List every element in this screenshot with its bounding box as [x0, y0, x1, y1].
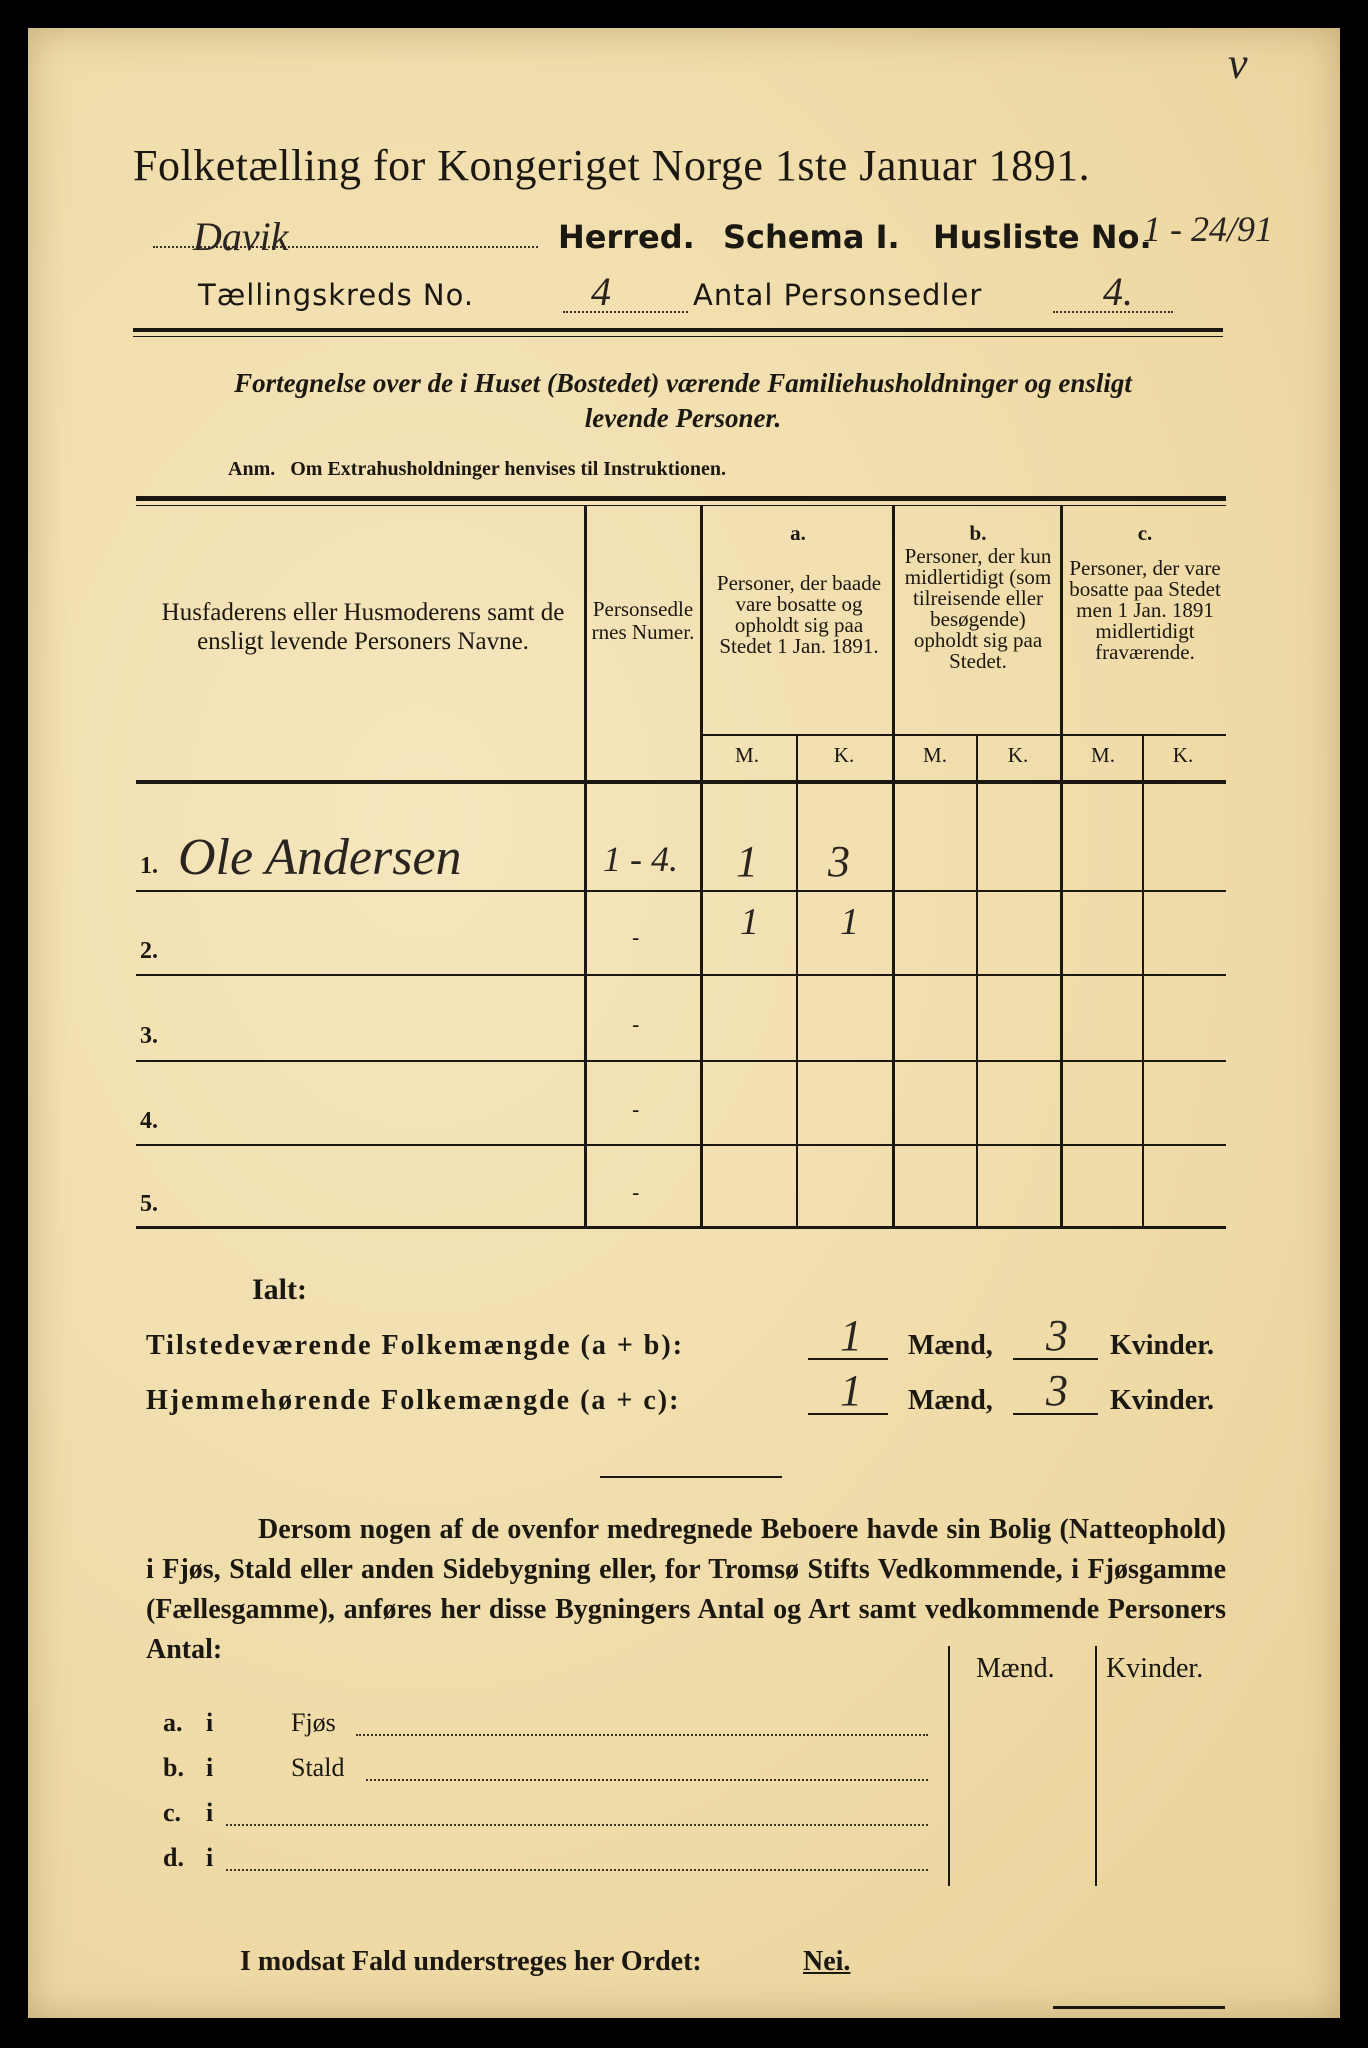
building-c-dots [226, 1824, 928, 1826]
col-c-header: Personer, der vare bosatte paa Stedet men 1 Jan. 1891 midlertidigt fraværende. [1069, 556, 1221, 664]
building-d-prep: i [206, 1843, 214, 1872]
col-c-letter: c. [1137, 521, 1153, 545]
col-a-letter: a. [790, 521, 806, 545]
b-m-label: M. [923, 743, 947, 767]
buildings-kvinder-header: Kvinder. [1106, 1653, 1204, 1684]
b-k-label: K. [1007, 743, 1029, 767]
col-b-letter: b. [969, 521, 987, 545]
row-1-num: 1. [140, 853, 158, 879]
building-c-prep: i [206, 1798, 214, 1827]
schema-label: Schema I. [723, 218, 900, 256]
row-line-2 [136, 974, 1226, 976]
c-k-label: K. [1172, 743, 1194, 767]
totals-row-2-label: Hjemmehørende Folkemængde (a + c): [146, 1385, 681, 1416]
row-4-sedler: - [632, 1098, 640, 1123]
taellingskreds-dots [563, 311, 688, 313]
buildings-col-sep-1 [948, 1646, 950, 1886]
building-b-dots [366, 1779, 928, 1781]
building-b-label: Stald [291, 1753, 345, 1782]
intro-line-2: levende Personer. [584, 403, 782, 433]
building-a-dots [356, 1734, 928, 1736]
bottom-corner-rule [1053, 2006, 1225, 2009]
husliste-value: 1 - 24/91 [1143, 209, 1273, 249]
building-c-letter: c. [163, 1798, 182, 1827]
totals-row-2-kvinder-label: Kvinder. [1110, 1385, 1214, 1416]
row-5-sedler: - [632, 1181, 640, 1206]
a-m-label: M. [735, 743, 759, 767]
col-names-header: Husfaderens eller Husmoderens samt de ensligt levende Personers Navne. [161, 599, 565, 655]
col-sep-b [1060, 506, 1063, 1226]
row-line-5 [136, 1226, 1226, 1229]
taellingskreds-label: Tællingskreds No. [198, 278, 475, 312]
row-5-num: 5. [140, 1191, 158, 1217]
row-line-3 [136, 1060, 1226, 1062]
header-rule-thin [133, 336, 1223, 337]
building-d-letter: d. [163, 1843, 184, 1872]
form-title: Folketælling for Kongeriget Norge 1ste Januar 1891. [133, 141, 1091, 190]
row-1-a-k: 3 [828, 837, 850, 886]
row-line-4 [136, 1144, 1226, 1146]
intro-line-1: Fortegnelse over de i Huset (Bostedet) værende Familiehusholdninger og ensligt [234, 368, 1132, 398]
taellingskreds-value: 4 [591, 269, 611, 314]
row-2-sedler: - [632, 926, 640, 951]
row-3-sedler: - [632, 1013, 640, 1038]
building-a-prep: i [206, 1708, 214, 1737]
corner-check-mark: v [1228, 39, 1248, 88]
col-sep-a [892, 506, 895, 1226]
buildings-maend-header: Mænd. [976, 1653, 1055, 1684]
col-sep-a-mk [796, 736, 798, 1226]
row-line-1 [136, 890, 1226, 892]
building-d-dots [226, 1869, 928, 1871]
totals-row-2-maend-label: Mænd, [908, 1385, 993, 1416]
herred-value: Davik [193, 214, 289, 259]
totals-row-1-kvinder-label: Kvinder. [1110, 1330, 1214, 1361]
row-2-a-k: 1 [840, 901, 859, 943]
herred-label: Herred. [558, 218, 695, 256]
table-top-rule [136, 496, 1226, 501]
row-1-a-m: 1 [736, 837, 758, 886]
totals-row-1-label: Tilstedeværende Folkemængde (a + b): [146, 1330, 685, 1361]
building-b-prep: i [206, 1753, 214, 1782]
row-1-sedler: 1 - 4. [603, 839, 678, 879]
ialt-label: Ialt: [252, 1273, 307, 1306]
footer-prefix: I modsat Fald understreges her Ordet: [240, 1946, 702, 1977]
building-b-letter: b. [163, 1753, 184, 1782]
row-3-num: 3. [140, 1023, 158, 1049]
col-sep-names [584, 506, 587, 1226]
mk-rule [703, 734, 1226, 736]
antal-label: Antal Personsedler [693, 278, 983, 312]
col-num-header: Personsedlernes Numer. [591, 597, 695, 644]
buildings-col-sep-2 [1095, 1646, 1097, 1886]
row-4-num: 4. [140, 1108, 158, 1134]
a-k-label: K. [833, 743, 855, 767]
col-sep-num [700, 506, 703, 1226]
antal-value: 4. [1103, 269, 1133, 314]
totals-row-2-kvinder: 3 [1046, 1366, 1068, 1415]
col-b-header: Personer, der kun midlertidigt (som tilreisende eller besøgende) opholdt sig paa Stedet. [904, 544, 1052, 673]
husliste-label: Husliste No. [933, 218, 1152, 256]
col-sep-b-mk [976, 736, 978, 1226]
col-a-header: Personer, der baade vare bosatte og opholdt sig paa Stedet 1 Jan. 1891. [716, 571, 882, 658]
footer-word: Nei. [803, 1946, 851, 1977]
building-a-label: Fjøs [291, 1708, 336, 1737]
building-a-letter: a. [163, 1708, 183, 1737]
row-2-num: 2. [140, 938, 158, 964]
totals-row-2-maend: 1 [840, 1366, 862, 1415]
row-2-a-m: 1 [740, 901, 759, 943]
totals-row-1-maend: 1 [840, 1311, 862, 1360]
census-form-page [28, 28, 1340, 2018]
intro-note: Anm. Om Extrahusholdninger henvises til Instruktionen. [228, 458, 727, 480]
c-m-label: M. [1091, 743, 1115, 767]
header-rule [133, 328, 1223, 332]
section-divider [600, 1476, 782, 1478]
totals-row-1-kvinder: 3 [1046, 1311, 1068, 1360]
totals-row-1-maend-label: Mænd, [908, 1330, 993, 1361]
col-sep-c-mk [1142, 736, 1144, 1226]
buildings-paragraph: Dersom nogen af de ovenfor medregnede Beboere havde sin Bolig (Natteophold) i Fjøs, Stald eller anden Sidebygning eller, for Tromsø Stifts Vedkommende, i Fjøsgamme (Fællesgamme), anføres her disse Bygningers Antal og Art samt vedkommende Personers Antal: [146, 1514, 1226, 1665]
row-1-name: Ole Andersen [178, 829, 462, 886]
